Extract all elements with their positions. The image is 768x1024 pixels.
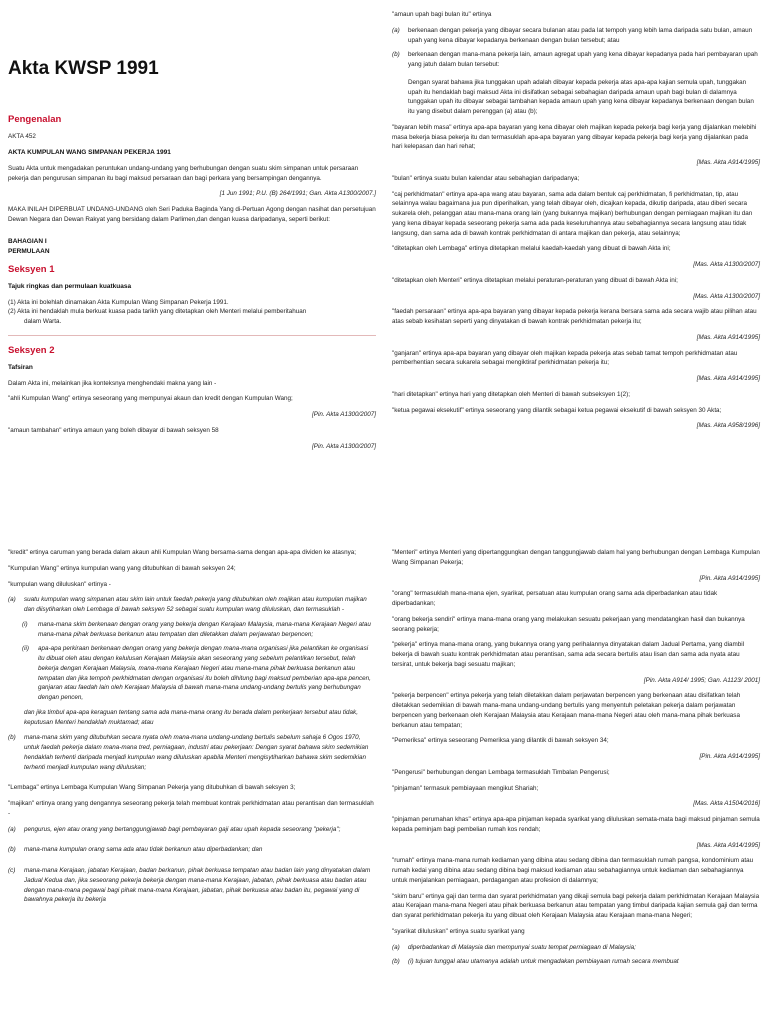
def-hari: "hari ditetapkan" ertinya hari yang ditetapkan oleh Menteri di bawah subseksyen 1(2); bbox=[392, 390, 630, 398]
ref: [Mas. Akta A914/1995] bbox=[696, 841, 760, 849]
permulaan-label: PERMULAAN bbox=[8, 247, 50, 255]
def-pekerja-berpencen: "pekerja berpencen" ertinya pekerja yang telah diletakkan dalam perjawatan berpencen yang berkenaan atau disifatkan telah diletakkan sedemikian di bawah mana-mana undang-undang bertulis yang menyentuh peletakan pekerja dalam perjawatan berpencen yang berkenaan oleh Kerajaan Malaysia atau Kerajaan mana-mana Negeri atau oleh mana-mana pihak berkuasa berkanun atau tempatan; bbox=[392, 692, 741, 729]
s2-intro: Dalam Akta ini, melainkan jika konteksnya menghendaki makna yang lain - bbox=[8, 379, 217, 387]
ref-ahli: [Pin. Akta A1300/2007] bbox=[312, 411, 376, 419]
def-lebih-masa: "bayaran lebih masa" ertinya apa-apa bayaran yang kena dibayar oleh majikan kepada pekerja bagi kerja yang dijalankan melebihi masa bekerja biasa pekerja itu dan termasuklah apa-apa bayaran yang dibayar kepada pekerja bagi kerja yang dijalankan pada hari kelepasan dan hari rehat; bbox=[392, 123, 757, 151]
ref: [Mas. Akta A914/1995] bbox=[696, 333, 760, 341]
bahagian-label: BAHAGIAN I bbox=[8, 237, 47, 245]
ref: [Mas. Akta A914/1995] bbox=[696, 159, 760, 166]
page-title: Akta KWSP 1991 bbox=[8, 58, 159, 79]
ref: [Pin. Akta A914/ 1995; Gan. A1123/ 2001] bbox=[643, 676, 760, 684]
akta-name: AKTA KUMPULAN WANG SIMPANAN PEKERJA 1991 bbox=[8, 148, 171, 156]
item-text: mana-mana Kerajaan, jabatan Kerajaan, badan berkanun, pihak berkuasa tempatan atau badan lain yang dinyatakan dalam Jadual Kedua dan, jika seseorang pekerja bekerja dengan mana-mana Kerajaan, jabatan, pihak berkuasa atau badan atau dengan mana-mana pegawai bagi pihak mana-mana Kerajaan, jabatan, pihak berkuasa atau badan itu, pegawai yang di bawahnya pekerja itu bekerja bbox=[24, 867, 371, 904]
item-text: apa-apa perkiraan berkenaan dengan orang yang bekerja dengan mana-mana organisasi jika pelantikan ke organisasi itu dibuat oleh atau dengan kelulusan Kerajaan Malaysia akan seseorang yang sebelum pelantikan tersebut, telah bekerja dengan Kerajaan Malaysia, mana-mana Kerajaan Negeri atau mana-mana pihak berkuasa berkanun atau tempatan dan jika tempoh perkhidmatan dengan organisasi itu boleh dihitung bagi maksud pemberian apa-apa pencen, ganjaran atau faedah lain oleh Kerajaan Malaysia di bawah mana-mana undang-undang bertulis yang berhubungan dengan pencen, bbox=[38, 645, 371, 701]
def-kredit: "kredit" ertinya caruman yang berada dalam akaun ahli Kumpulan Wang bersama-sama dengan apa-apa dividen ke atasnya; bbox=[8, 549, 356, 556]
ref-amaun: [Pin. Akta A1300/2007] bbox=[312, 442, 376, 450]
intro-paragraph: Suatu Akta untuk mengadakan peruntukan undang-undang yang berhubungan dengan suatu skim simpanan untuk persaraan pekerja dan pengurusan simpanan itu bagi maksud persaraan dan bagi perkara yang bersampingan dengannya. bbox=[8, 164, 359, 182]
item-text: mana-mana kumpulan orang sama ada atau tidak berkanun atau diperbadankan; dan bbox=[24, 846, 263, 854]
s1-item-1: (1) Akta ini bolehlah dinamakan Akta Kumpulan Wang Simpanan Pekerja 1991. bbox=[8, 298, 229, 306]
section-heading-seksyen-1: Seksyen 1 bbox=[8, 263, 55, 275]
s1-item-2b: dalam Warta. bbox=[24, 318, 62, 326]
def-orang-bekerja-sendiri: "orang bekerja sendiri" ertinya mana-mana orang yang melakukan sesuatu pekerjaan yang mendatangkan hasil dan bukannya seorang pekerja; bbox=[392, 615, 745, 633]
ref: [Mas. Akta A1300/2007] bbox=[693, 292, 760, 300]
def-pinjaman: "pinjaman" termasuk pembiayaan mengikut Shariah; bbox=[392, 784, 539, 792]
ref: [Mas. Akta A958/1996] bbox=[696, 422, 760, 430]
ref: [Pin. Akta A914/1995] bbox=[699, 753, 760, 760]
item-label: (a) bbox=[392, 943, 400, 951]
def-pemeriksa: "Pemeriksa" ertinya seseorang Pemeriksa yang dilantik di bawah seksyen 34; bbox=[392, 737, 609, 745]
def-ganjaran: "ganjaran" ertinya apa-apa bayaran yang dibayar oleh majikan kepada pekerja atas sebab tamat tempoh perkhidmatan atau pemberhentian secara sukarela sebagai mengiktiraf perkhidmatan pekerja itu; bbox=[392, 349, 738, 367]
item-label: (ii) bbox=[22, 645, 29, 653]
page-2 bbox=[384, 0, 768, 532]
def-bulan: "bulan" ertinya suatu bulan kalendar atau sebahagian daripadanya; bbox=[392, 174, 580, 182]
list-item bbox=[392, 943, 760, 953]
item-label: (b) bbox=[8, 734, 16, 742]
list-item bbox=[8, 595, 376, 615]
item-text: suatu kumpulan wang simpanan atau skim lain untuk faedah pekerja yang ditubuhkan oleh majikan atau kumpulan majikan dan diisytiharkan oleh Lembaga di bawah seksyen 52 sebagai suatu kumpulan wang diluluskan, dan termasuklah - bbox=[24, 596, 367, 613]
item-label: (b) bbox=[8, 846, 16, 854]
item-label: (b) bbox=[392, 51, 400, 59]
item-text: berkenaan dengan mana-mana pekerja lain, amaun agregat upah yang kena dibayar kepadanya pada hari pembayaran upah yang jatuh dalam bulan tersebut: bbox=[408, 51, 758, 68]
item-label: (c) bbox=[8, 867, 16, 874]
akta-number: AKTA 452 bbox=[8, 133, 36, 141]
list-item bbox=[8, 845, 376, 855]
enactment-paragraph: MAKA INILAH DIPERBUAT UNDANG-UNDANG oleh Seri Paduka Baginda Yang di-Pertuan Agong dengan nasihat dan persetujuan Dewan Negara dan Dewan Rakyat yang bersidang dalam Parlimen,dan dengan kuasa daripadanya, seperti berikut: bbox=[8, 206, 376, 223]
def-majikan: "majikan" ertinya orang yang dengannya seseorang pekerja telah membuat kontrak perkhidmatan atau perantisan dan termasuklah - bbox=[8, 800, 374, 817]
ref: [Mas. Akta A914/1995] bbox=[696, 375, 760, 382]
s2-title: Tafsiran bbox=[8, 363, 33, 371]
gazette-ref: [1 Jun 1991; P.U. (B) 264/1991; Gan. Akta A1300/2007.] bbox=[219, 190, 376, 198]
divider bbox=[8, 335, 376, 336]
list-item bbox=[8, 825, 376, 835]
def-amaun-tambahan: "amaun tambahan" ertinya amaun yang boleh dibayar di bawah seksyen 58 bbox=[8, 426, 219, 434]
list-item bbox=[8, 733, 376, 772]
list-item bbox=[8, 866, 376, 905]
def-ketua: "ketua pegawai eksekutif" ertinya seseorang yang dilantik sebagai ketua pegawai eksekutif di bawah seksyen 30 Akta; bbox=[392, 406, 722, 414]
page-1 bbox=[0, 0, 384, 532]
page-4 bbox=[384, 532, 768, 1024]
item-text: pengurus, ejen atau orang yang bertanggungjawab bagi pembayaran gaji atau upah kepada seseorang "pekerja"; bbox=[24, 825, 341, 833]
ref: [Mas. Akta A1300/2007] bbox=[693, 261, 760, 268]
item-text: berkenaan dengan pekerja yang dibayar secara bulanan atau pada lat tempoh yang lebih lama daripada satu bulan, amaun upah yang kena dibayar kepadanya berkenaan dengan bulan tersebut; atau bbox=[408, 26, 753, 44]
def-ahli: "ahli Kumpulan Wang" ertinya seseorang yang mempunyai akaun dan kredit dengan Kumpulan Wang; bbox=[8, 395, 293, 403]
item-text: mana-mana skim yang ditubuhkan secara nyata oleh mana-mana undang-undang bertulis sebelum sahaja 6 Ogos 1970, untuk faedah pekerja dalam mana-mana tred, perniagaan, industri atau pekerjaan: Dengan syarat bahawa skim sedemikian hendaklah terhenti daripada menjadi kumpulan wang diluluskan apabila Menteri mengisytiharkan bahawa skim sedemikian terhenti menjadi kumpulan wang diluluskan; bbox=[24, 734, 369, 771]
item-label: (a) bbox=[8, 596, 16, 604]
ref: [Pin. Akta A914/1995] bbox=[699, 574, 760, 582]
def-pengerusi: "Pengerusi" berhubungan dengan Lembaga termasuklah Timbalan Pengerusi; bbox=[392, 768, 610, 776]
page-3 bbox=[0, 532, 384, 1024]
def-amaun-upah: "amaun upah bagi bulan itu" ertinya bbox=[392, 11, 492, 18]
item-label: (a) bbox=[392, 26, 400, 34]
def-pekerja: "pekerja" ertinya mana-mana orang, yang bukannya orang yang perihalannya dinyatakan dalam Jadual Pertama, yang diambil bekerja di bawah suatu kontrak perkhidmatan atau perantisan, sama ada secara bertulis atau lisan dan sama ada nyata atau tersirat, untuk bekerja bagi sesuatu majikan; bbox=[392, 641, 745, 668]
list-item bbox=[392, 957, 760, 967]
section-heading-seksyen-2: Seksyen 2 bbox=[8, 344, 55, 356]
def-kumpulan-wang: "Kumpulan Wang" ertinya kumpulan wang yang ditubuhkan di bawah seksyen 24; bbox=[8, 564, 236, 572]
list-item bbox=[22, 620, 376, 640]
ref: [Mas. Akta A1504/2016] bbox=[693, 800, 760, 808]
s1-title: Tajuk ringkas dan permulaan kuatkuasa bbox=[8, 282, 132, 290]
item-label: (b) bbox=[392, 958, 400, 966]
def-caj: "caj perkhidmatan" ertinya apa-apa wang atau bayaran, sama ada dalam bentuk caj perkhidmatan, fi perkhidmatan, tip, atau selainnya walau bagaimana jua pun diperihalkan, yang telah dibayar oleh, dicajkan kepada, dikutip daripada, atau diberi secara sukarela oleh, pelanggan atau mana-mana orang lain (yang bukannya majikan) berhubungan dengan perniagaan majikan itu dan yang kena dibayar kepada seseorang pekerja sama ada pada keseluruhannya atau sebahagiannya secara langsung atau tidak langsung, dan sama ada di bawah kontrak perkhidmatan di antara majikan dan pekerja, atau selainnya; bbox=[392, 190, 753, 237]
def-faedah: "faedah persaraan" ertinya apa-apa bayaran yang dibayar kepada pekerja kerana bersara sama ada secara wajib atau pilihan atau atas sebab kesihatan seperti yang dinyatakan di bawah kontrak perkhidmatan pekerja itu; bbox=[392, 308, 757, 325]
def-ditetapkan-lembaga: "ditetapkan oleh Lembaga" ertinya ditetapkan melalui kaedah-kaedah yang dibuat di bawah Akta ini; bbox=[392, 245, 671, 253]
def-skim-baru: "skim baru" ertinya gaji dan terma dan syarat perkhidmatan yang dikaji semula bagi pekerja dalam perkhidmatan Kerajaan Malaysia atau Kerajaan mana-mana Negeri atau pihak berkuasa berkanun atau tempatan yang timbul daripada kajian semula gaji dan terma dan syarat perkhidmatan pekerja itu yang dibuat oleh Kerajaan Malaysia atau Kerajaan mana-mana Negeri; bbox=[392, 892, 760, 919]
item-text: diperbadankan di Malaysia dan mempunyai suatu tempat perniagaan di Malaysia; bbox=[408, 943, 636, 951]
def-orang: "orang" termasuklah mana-mana ejen, syarikat, persatuan atau kumpulan orang sama ada diperbadankan atau tidak diperbadankan; bbox=[392, 590, 718, 607]
proviso: Dengan syarat bahawa jika tunggakan upah adalah dibayar kepada pekerja atas apa-apa kajian semula upah, tunggakan upah itu hendaklah bagi maksud Akta ini disifatkan sebagai sebahagian daripada amaun upah bagi bulan di dalamnya tunggakan upah itu dibayar sebagai tambahan kepada amaun upah yang kena dibayar kepadanya berkenaan dengan bulan itu yang disebut dalam perenggan (a) atau (b); bbox=[408, 78, 754, 115]
item-label: (i) bbox=[22, 620, 28, 628]
section-heading-pengenalan: Pengenalan bbox=[8, 114, 62, 126]
def-ditetapkan-menteri: "ditetapkan oleh Menteri" ertinya ditetapkan melalui peraturan-peraturan yang dibuat di bawah Akta ini; bbox=[392, 276, 678, 284]
item-text: (i) tujuan tunggal atau utamanya adalah untuk mengadakan pembiayaan rumah secara membuat bbox=[408, 958, 679, 966]
def-diluluskan: "kumpulan wang diluluskan" ertinya - bbox=[8, 580, 111, 588]
list-item bbox=[392, 50, 760, 70]
def-syarikat: "syarikat diluluskan" ertinya suatu syarikat yang bbox=[392, 927, 525, 935]
def-rumah: "rumah" ertinya mana-mana rumah kediaman yang dibina atau sedang dibina dan termasuklah rumah pangsa, kondominium atau rumah kedai yang dibina atau sedang dibina bagi maksud kediaman atau sebahagiannya untuk kediaman dan sebahagiannya untuk menjalankan perniagaan, perdagangan atau profesion di dalamnya; bbox=[392, 857, 754, 884]
def-pinjaman-perumahan: "pinjaman perumahan khas" ertinya apa-apa pinjaman kepada syarikat yang diluluskan semata-mata bagi maksud pinjaman semula kepada peminjam bagi pembelian rumah kos rendah; bbox=[392, 816, 760, 833]
s1-item-2a: (2) Akta ini hendaklah mula berkuat kuasa pada tarikh yang ditetapkan oleh Menteri melalui pemberitahuan bbox=[8, 308, 307, 316]
list-item bbox=[392, 26, 760, 46]
item-text: mana-mana skim berkenaan dengan orang yang bekerja dengan Kerajaan Malaysia, mana-mana Kerajaan Negeri atau mana-mana pihak berkuasa berkanun atau tempatan dan diletakkan dalam perjawatan berpencen; bbox=[38, 620, 371, 638]
doubt-clause: dan jika timbul apa-apa keraguan tentang sama ada mana-mana orang itu berada dalam perkerjaan tersebut atau tidak, keputusan Menteri hendaklah muktamad; atau bbox=[24, 708, 358, 726]
item-label: (a) bbox=[8, 825, 16, 833]
def-menteri: "Menteri" ertinya Menteri yang dipertanggungkan dengan tanggungjawab dalam hal yang berhubungan dengan Lembaga Kumpulan Wang Simpanan Pekerja; bbox=[392, 549, 760, 566]
def-lembaga: "Lembaga" ertinya Lembaga Kumpulan Wang Simpanan Pekerja yang ditubuhkan di bawah seksyen 3; bbox=[8, 784, 296, 792]
list-item bbox=[22, 644, 376, 703]
